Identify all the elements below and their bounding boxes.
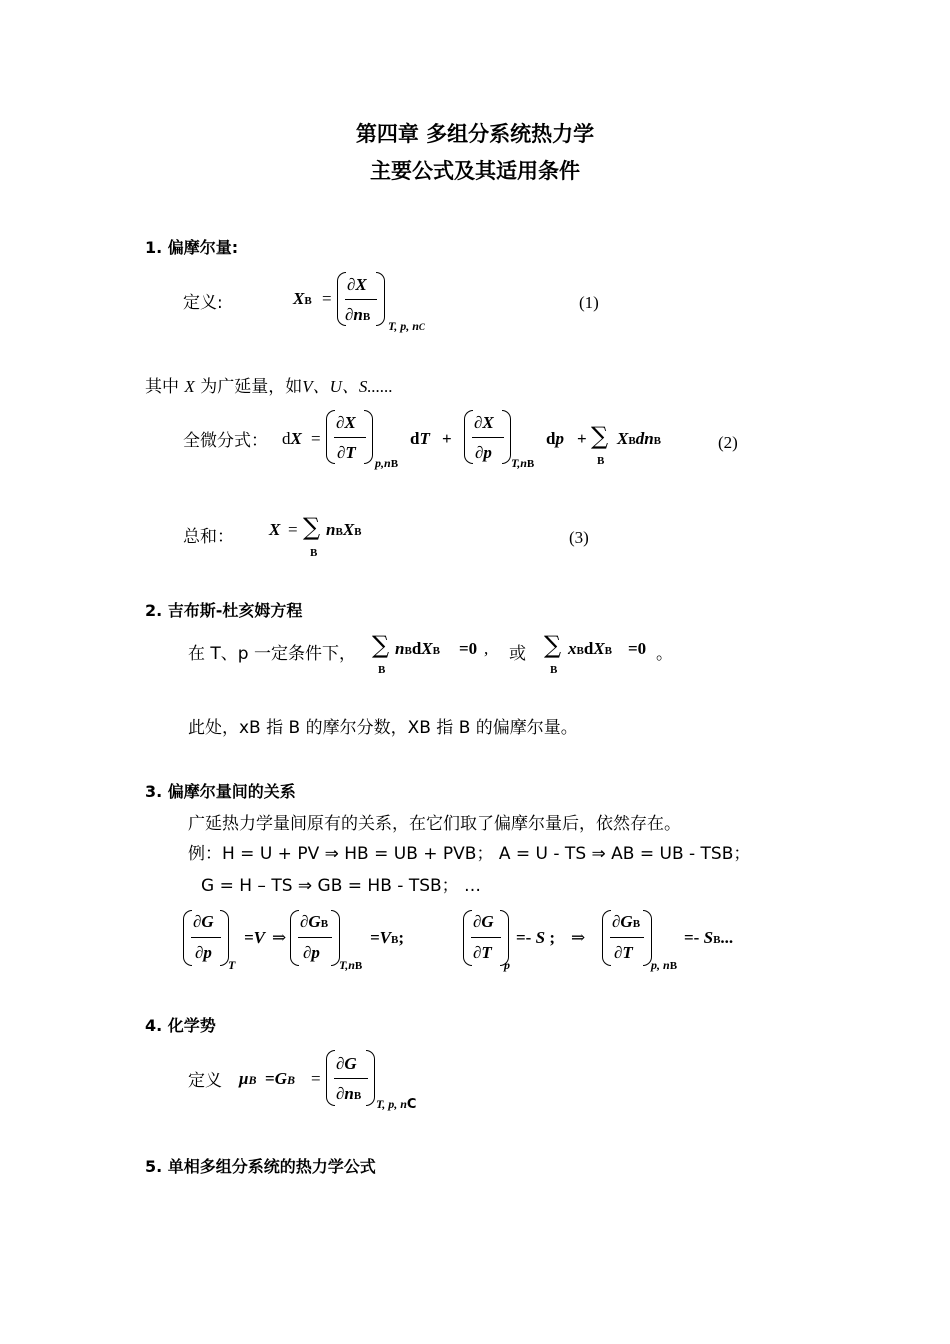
section-5-heading: 5. 单相多组分系统的热力学公式 bbox=[145, 1157, 376, 1176]
page-title: 第四章 多组分系统热力学 bbox=[355, 122, 595, 146]
section-3-example-2: G = H – TS ⇒ GB = HB - TSB； … bbox=[201, 876, 482, 896]
chemical-potential-def-label: 定义 bbox=[188, 1071, 222, 1091]
equation-number-3: (3) bbox=[569, 528, 589, 547]
total-differential-label: 全微分式： bbox=[183, 431, 268, 451]
section-4-heading: 4. 化学势 bbox=[145, 1016, 216, 1035]
section-1-heading: 1. 偏摩尔量: bbox=[145, 238, 239, 257]
section-3-example-1: 例：H = U + PV ⇒ HB = UB + PVB； A = U - TS ⇒ AB = UB - TSB； bbox=[188, 844, 751, 864]
section-2-heading: 2. 吉布斯-杜亥姆方程 bbox=[145, 601, 303, 620]
section-3-description: 广延热力学量间原有的关系，在它们取了偏摩尔量后，依然存在。 bbox=[188, 814, 681, 834]
end-mark: 。 bbox=[656, 644, 673, 664]
extensive-note: 其中 X 为广延量，如V、U、S...... bbox=[145, 377, 393, 397]
sum-label: 总和： bbox=[183, 527, 234, 547]
or-text: 或 bbox=[509, 644, 526, 664]
gibbs-duhem-condition: 在 T、p 一定条件下， bbox=[188, 644, 356, 664]
page-subtitle: 主要公式及其适用条件 bbox=[370, 159, 580, 183]
definition-label: 定义: bbox=[183, 293, 223, 313]
equation-number-2: (2) bbox=[718, 433, 738, 452]
gibbs-duhem-note: 此处，xB 指 B 的摩尔分数，XB 指 B 的偏摩尔量。 bbox=[188, 718, 578, 738]
equation-number-1: (1) bbox=[579, 293, 599, 312]
section-3-heading: 3. 偏摩尔量间的关系 bbox=[145, 782, 296, 801]
